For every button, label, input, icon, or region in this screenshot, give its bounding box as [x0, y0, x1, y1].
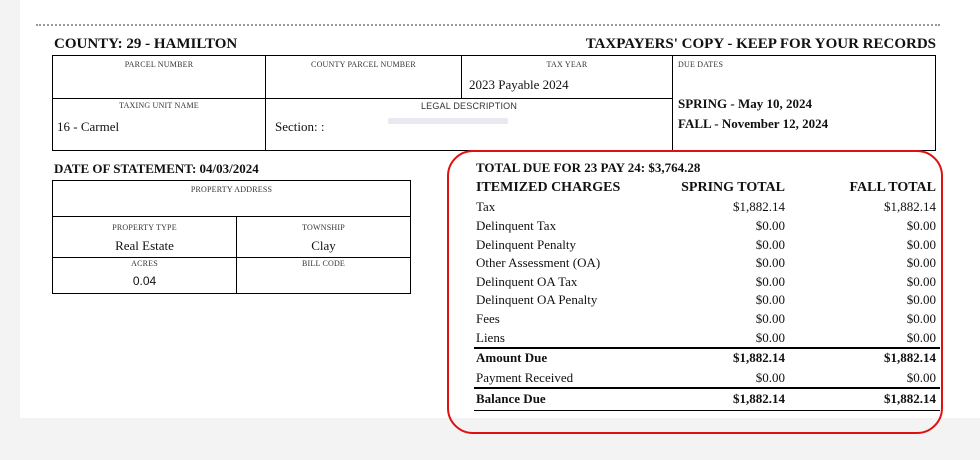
property-type-value: Real Estate [115, 238, 174, 253]
redacted-text [388, 118, 508, 124]
charge-row [470, 218, 940, 236]
balance-due-rule [474, 387, 940, 389]
charge-label: Fees [476, 311, 500, 326]
payment-received-row [470, 370, 940, 388]
payment-received-spring: $0.00 [755, 370, 785, 385]
charge-spring: $0.00 [755, 237, 785, 252]
taxpayers-copy-heading: TAXPAYERS' COPY - KEEP FOR YOUR RECORDS [585, 36, 936, 52]
charge-label: Delinquent Tax [476, 218, 557, 233]
charge-spring: $0.00 [755, 330, 785, 345]
charge-fall: $1,882.14 [884, 199, 936, 214]
balance-due-row [470, 391, 940, 409]
charge-label: Delinquent OA Penalty [476, 292, 598, 307]
taxing-unit-label: TAXING UNIT NAME [119, 101, 199, 110]
legal-description-label: LEGAL DESCRIPTION [420, 101, 518, 111]
amount-due-label: Amount Due [476, 350, 548, 365]
fall-total-header: FALL TOTAL [849, 180, 936, 195]
tax-year-label: TAX YEAR [546, 60, 588, 69]
total-due: TOTAL DUE FOR 23 PAY 24: $3,764.28 [476, 160, 701, 175]
charge-label: Delinquent Penalty [476, 237, 577, 252]
charge-row [470, 255, 940, 273]
charge-fall: $0.00 [906, 218, 936, 233]
charge-label: Delinquent OA Tax [476, 274, 578, 289]
fall-due-date: FALL - November 12, 2024 [678, 116, 829, 131]
charge-row [470, 292, 940, 310]
charge-spring: $0.00 [755, 274, 785, 289]
due-dates-label: DUE DATES [678, 60, 724, 69]
payment-received-label: Payment Received [476, 370, 574, 385]
taxing-unit-value: 16 - Carmel [57, 119, 120, 134]
charges-header-row [470, 180, 940, 198]
charge-row [470, 311, 940, 329]
statement-date: DATE OF STATEMENT: 04/03/2024 [54, 161, 259, 176]
charge-label: Tax [476, 199, 496, 214]
acres-label: ACRES [131, 259, 158, 268]
charge-spring: $0.00 [755, 255, 785, 270]
property-info-table [52, 180, 411, 294]
charge-spring: $0.00 [755, 292, 785, 307]
charge-row [470, 274, 940, 292]
charge-spring: $0.00 [755, 218, 785, 233]
charge-fall: $0.00 [906, 237, 936, 252]
county-parcel-number-label: COUNTY PARCEL NUMBER [311, 60, 416, 69]
charge-fall: $0.00 [906, 330, 936, 345]
spring-due-date: SPRING - May 10, 2024 [678, 96, 812, 111]
bottom-rule [474, 410, 940, 411]
charge-row [470, 199, 940, 217]
parcel-number-label: PARCEL NUMBER [124, 60, 194, 69]
parcel-info-table [52, 55, 936, 151]
amount-due-rule [474, 347, 940, 349]
charge-fall: $0.00 [906, 274, 936, 289]
acres-value: 0.04 [132, 274, 157, 288]
township-value: Clay [311, 238, 336, 253]
property-address-label: PROPERTY ADDRESS [190, 185, 273, 194]
charge-label: Other Assessment (OA) [476, 255, 601, 270]
spring-total-header: SPRING TOTAL [681, 180, 785, 195]
charge-row [470, 237, 940, 255]
charge-label: Liens [476, 330, 505, 345]
county-heading: COUNTY: 29 - HAMILTON [54, 36, 238, 52]
amount-due-fall: $1,882.14 [884, 350, 936, 365]
charge-row [470, 330, 940, 348]
itemized-charges-header: ITEMIZED CHARGES [476, 180, 621, 195]
dotted-separator [36, 24, 940, 26]
charge-fall: $0.00 [906, 255, 936, 270]
property-type-label: PROPERTY TYPE [112, 223, 177, 232]
balance-due-fall: $1,882.14 [884, 391, 936, 406]
tax-year-value: 2023 Payable 2024 [469, 77, 569, 92]
payment-received-fall: $0.00 [906, 370, 936, 385]
balance-due-spring: $1,882.14 [733, 391, 785, 406]
charge-spring: $0.00 [755, 311, 785, 326]
charge-spring: $1,882.14 [733, 199, 785, 214]
charge-fall: $0.00 [906, 311, 936, 326]
township-label: TOWNSHIP [302, 223, 345, 232]
charge-fall: $0.00 [906, 292, 936, 307]
amount-due-spring: $1,882.14 [733, 350, 785, 365]
balance-due-label: Balance Due [476, 391, 546, 406]
bill-code-label: BILL CODE [301, 259, 346, 268]
amount-due-row [470, 350, 940, 368]
legal-description-value: Section: : [275, 119, 325, 134]
